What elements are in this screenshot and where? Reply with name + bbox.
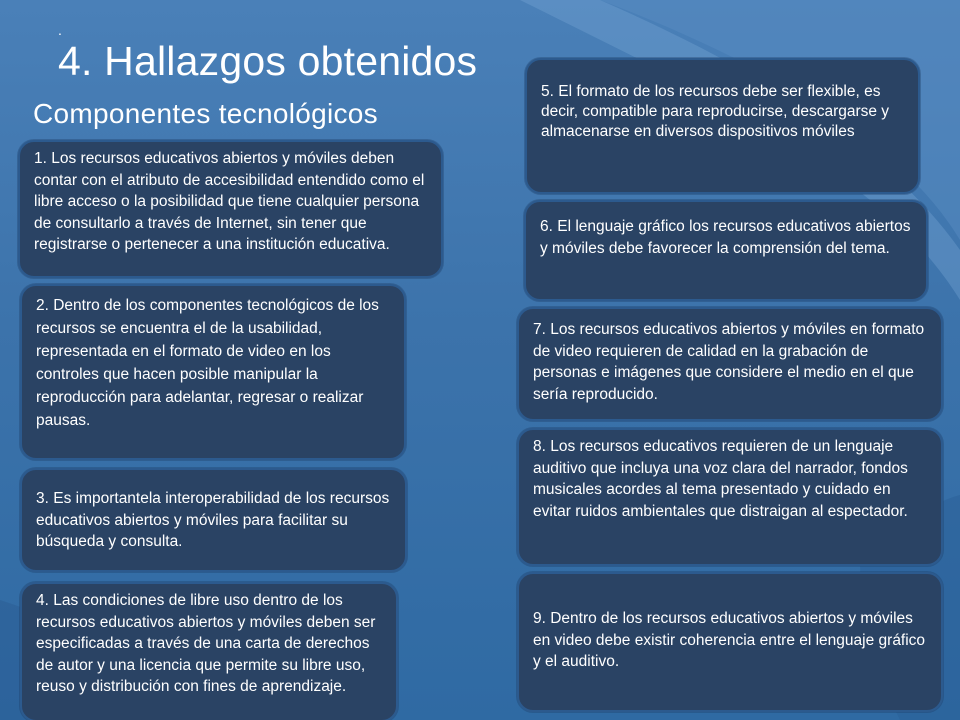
bullet-mark: . (58, 22, 62, 38)
finding-text-6: 6. El lenguaje gráfico los recursos educativos abiertos y móviles debe favorecer la comprensión del tema. (540, 218, 911, 257)
finding-card-9 (517, 572, 943, 712)
finding-card-5 (525, 58, 920, 194)
finding-text-2: 2. Dentro de los componentes tecnológicos de los recursos se encuentra el de la usabilidad, representada en el formato de video en los controles que hacen posible manipular la reproducción para adelantar, regresar o realizar pausas. (36, 297, 379, 429)
finding-card-1 (18, 140, 443, 278)
finding-card-8 (517, 428, 943, 566)
finding-text-7: 7. Los recursos educativos abiertos y móviles en formato de video requieren de calidad en la grabación de personas e imágenes que considere el medio en el que sería reproducido. (533, 321, 925, 403)
finding-card-6 (524, 200, 928, 301)
finding-card-2 (20, 284, 406, 460)
finding-text-4: 4. Las condiciones de libre uso dentro de los recursos educativos abiertos y móviles deben ser especificadas a través de una carta de derechos de autor y una licencia que permite su libre uso, reuso y distribución con fines de aprendizaje. (36, 592, 376, 695)
finding-text-5: 5. El formato de los recursos debe ser flexible, es decir, compatible para reproducirse, descargarse y almacenarse en diversos dispositivos móviles (541, 83, 890, 140)
slide-title: 4. Hallazgos obtenidos (58, 38, 478, 84)
finding-text-9: 9. Dentro de los recursos educativos abiertos y móviles en video debe existir coherencia entre el lenguaje gráfico y el auditivo. (533, 610, 926, 670)
finding-text-1: 1. Los recursos educativos abiertos y móviles deben contar con el atributo de accesibilidad entendido como el libre acceso o la posibilidad que tiene cualquier persona de consultarlo a través de Internet, sin tener que registrarse o pertenecer a una institución educativa. (34, 150, 425, 253)
finding-text-8: 8. Los recursos educativos requieren de un lenguaje auditivo que incluya una voz clara del narrador, fondos musicales acordes al tema presentado y cuidado en evitar ruidos ambientales que distraigan al espectador. (533, 438, 908, 520)
finding-card-4 (20, 582, 398, 720)
finding-text-3: 3. Es importantela interoperabilidad de los recursos educativos abiertos y móviles para facilitar su búsqueda y consulta. (36, 490, 390, 550)
finding-card-3 (20, 468, 407, 572)
finding-card-7 (517, 307, 943, 421)
slide-subtitle: Componentes tecnológicos (33, 98, 378, 129)
